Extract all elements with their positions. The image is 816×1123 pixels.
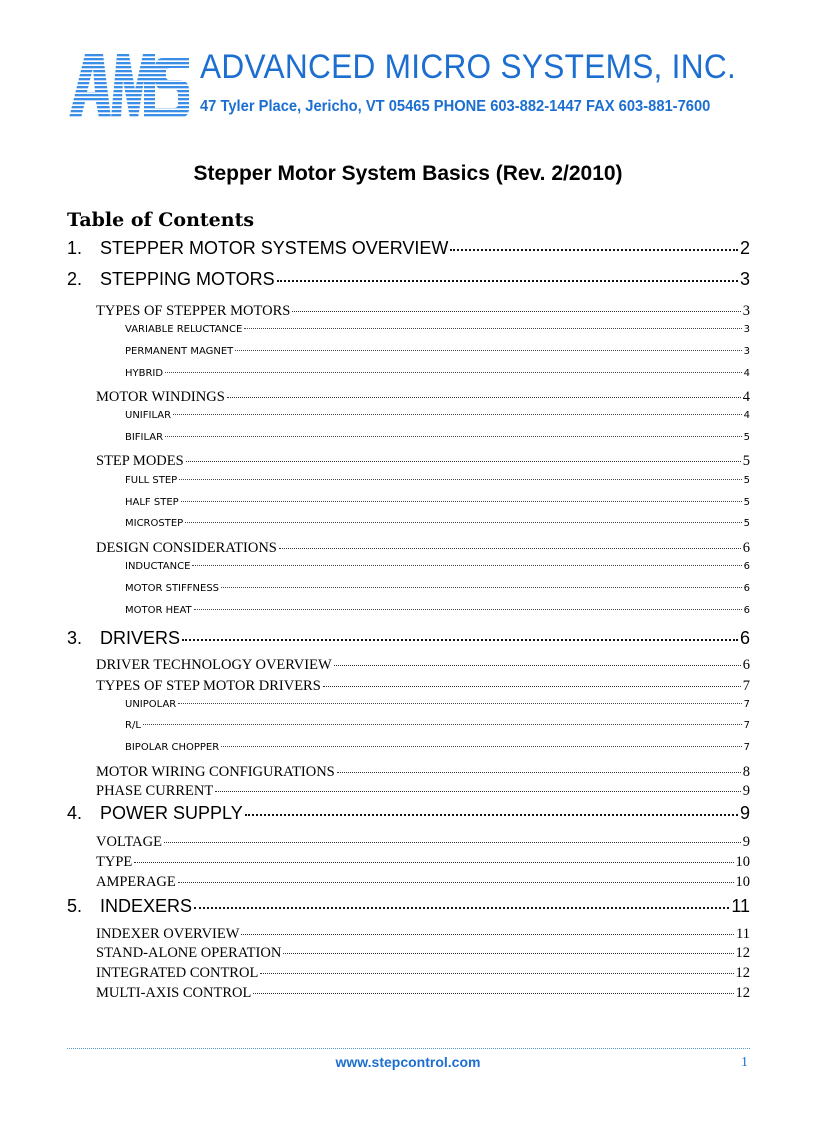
- dot-leader: [181, 501, 742, 502]
- toc-heading: Table of Contents: [67, 209, 255, 231]
- toc-entry-label: MOTOR WIRING CONFIGURATIONS: [96, 764, 335, 780]
- toc-entry-page: 5: [743, 518, 750, 529]
- toc-entry-page: 10: [735, 854, 750, 870]
- toc-entry-label: INDUCTANCE: [125, 561, 191, 572]
- toc-entry[interactable]: [125, 605, 750, 619]
- footer-divider: [67, 1048, 750, 1049]
- toc-entry-label: VARIABLE RELUCTANCE: [125, 324, 243, 335]
- toc-entry-page: 3: [743, 346, 750, 357]
- dot-leader: [215, 791, 741, 792]
- toc-entry[interactable]: [96, 453, 750, 471]
- toc-entry[interactable]: [96, 540, 750, 558]
- dot-leader: [334, 665, 741, 666]
- toc-entry-label: R/L: [125, 720, 141, 731]
- toc-entry-label: BIPOLAR CHOPPER: [125, 742, 220, 753]
- toc-entry-label: STEP MODES: [96, 453, 184, 469]
- dot-leader: [143, 724, 742, 725]
- toc-entry-page: 7: [743, 699, 750, 710]
- dot-leader: [260, 973, 733, 974]
- toc-entry[interactable]: [125, 699, 750, 713]
- toc-entry-number: 3.: [67, 628, 83, 648]
- toc-entry-page: 12: [735, 945, 750, 961]
- toc-entry[interactable]: [67, 238, 750, 262]
- toc-entry-label: DRIVER TECHNOLOGY OVERVIEW: [96, 657, 332, 673]
- toc-entry-page: 7: [743, 720, 750, 731]
- toc-entry[interactable]: [125, 410, 750, 424]
- toc-entry[interactable]: [67, 628, 750, 652]
- toc-entry[interactable]: [125, 561, 750, 575]
- toc-entry-label: MICROSTEP: [125, 518, 184, 529]
- dot-leader: [194, 609, 742, 610]
- toc-entry[interactable]: [96, 834, 750, 852]
- toc-entry-page: 2: [739, 238, 750, 258]
- toc-entry-page: 5: [743, 432, 750, 443]
- toc-entry-label: UNIFILAR: [125, 410, 172, 421]
- toc-entry-page: 11: [736, 926, 750, 942]
- toc-entry-page: 4: [742, 389, 750, 405]
- toc-entry-page: 4: [743, 410, 750, 421]
- toc-entry[interactable]: [125, 475, 750, 489]
- toc-entry-page: 6: [739, 628, 750, 648]
- toc-entry-label: PHASE CURRENT: [96, 783, 214, 799]
- toc-entry-label: MOTOR HEAT: [125, 605, 192, 616]
- dot-leader: [178, 882, 734, 883]
- footer-url[interactable]: www.stepcontrol.com: [335, 1054, 481, 1070]
- dot-leader: [186, 461, 741, 462]
- toc-entry[interactable]: [96, 764, 750, 782]
- toc-entry[interactable]: [96, 985, 750, 1003]
- toc-entry-label: MULTI-AXIS CONTROL: [96, 985, 252, 1001]
- toc-entry-page: 7: [743, 742, 750, 753]
- toc-entry-page: 11: [731, 896, 750, 916]
- toc-entry-page: 6: [743, 605, 750, 616]
- toc-entry-page: 5: [743, 497, 750, 508]
- toc-entry-page: 6: [742, 540, 750, 556]
- toc-entry[interactable]: [96, 945, 750, 963]
- toc-entry-label: BIFILAR: [125, 432, 164, 443]
- toc-entry[interactable]: [96, 854, 750, 872]
- toc-entry[interactable]: [96, 965, 750, 983]
- toc-entry[interactable]: [96, 303, 750, 321]
- toc-entry-label: PERMANENT MAGNET: [125, 346, 234, 357]
- toc-entry-page: 9: [742, 834, 750, 850]
- dot-leader: [277, 280, 738, 282]
- toc-entry[interactable]: [125, 497, 750, 511]
- dot-leader: [323, 686, 741, 687]
- toc-entry-number: 1.: [67, 238, 83, 258]
- dot-leader: [221, 746, 741, 747]
- dot-leader: [179, 479, 741, 480]
- letterhead: [67, 46, 747, 126]
- toc-entry[interactable]: [96, 678, 750, 696]
- dot-leader: [279, 548, 741, 549]
- toc-entry[interactable]: [125, 518, 750, 532]
- dot-leader: [173, 414, 742, 415]
- page-number: 1: [741, 1055, 748, 1070]
- toc-entry[interactable]: [67, 269, 750, 293]
- toc-entry-label: FULL STEP: [125, 475, 178, 486]
- toc-entry-label: STAND-ALONE OPERATION: [96, 945, 282, 961]
- toc-entry-label: AMPERAGE: [96, 874, 176, 890]
- toc-entry[interactable]: [96, 926, 750, 944]
- company-address: 47 Tyler Place, Jericho, VT 05465 PHONE 603-882-1447 FAX 603-881-7600: [200, 98, 711, 115]
- toc-entry-label: POWER SUPPLY: [100, 803, 243, 823]
- toc-entry[interactable]: [125, 346, 750, 360]
- company-logo: [67, 50, 191, 120]
- toc-entry-label: INDEXERS: [100, 896, 193, 916]
- dot-leader: [227, 397, 741, 398]
- dot-leader: [253, 993, 733, 994]
- dot-leader: [192, 565, 741, 566]
- toc-entry-page: 7: [742, 678, 750, 694]
- toc-entry[interactable]: [125, 432, 750, 446]
- toc-entry-label: STEPPER MOTOR SYSTEMS OVERVIEW: [100, 238, 449, 258]
- toc-entry-page: 10: [735, 874, 750, 890]
- dot-leader: [178, 703, 741, 704]
- toc-entry-page: 3: [742, 303, 750, 319]
- toc-entry[interactable]: [125, 583, 750, 597]
- toc-entry-label: UNIPOLAR: [125, 699, 177, 710]
- dot-leader: [182, 639, 738, 641]
- dot-leader: [165, 436, 742, 437]
- dot-leader: [450, 249, 738, 251]
- toc-entry[interactable]: [125, 324, 750, 338]
- company-name: ADVANCED MICRO SYSTEMS, INC.: [200, 48, 737, 86]
- dot-leader: [235, 350, 741, 351]
- toc-entry-page: 3: [743, 324, 750, 335]
- dot-leader: [283, 953, 733, 954]
- toc-entry[interactable]: [67, 896, 750, 920]
- dot-leader: [134, 862, 733, 863]
- toc-entry-label: INDEXER OVERVIEW: [96, 926, 240, 942]
- toc-entry[interactable]: [125, 720, 750, 734]
- toc-entry-page: 3: [739, 269, 750, 289]
- dot-leader: [194, 907, 729, 909]
- toc-entry-page: 12: [735, 965, 750, 981]
- toc-entry-page: 8: [742, 764, 750, 780]
- toc-entry-label: STEPPING MOTORS: [100, 269, 275, 289]
- toc-entry-label: TYPE: [96, 854, 133, 870]
- toc-entry-label: VOLTAGE: [96, 834, 162, 850]
- toc-entry-page: 6: [743, 561, 750, 572]
- dot-leader: [244, 328, 741, 329]
- toc-entry-page: 4: [743, 368, 750, 379]
- toc-entry-number: 2.: [67, 269, 83, 289]
- dot-leader: [337, 772, 741, 773]
- toc-entry[interactable]: [125, 742, 750, 756]
- dot-leader: [164, 842, 741, 843]
- toc-entry[interactable]: [96, 874, 750, 892]
- dot-leader: [221, 587, 742, 588]
- dot-leader: [165, 372, 742, 373]
- toc-entry-label: DRIVERS: [100, 628, 181, 648]
- toc-entry[interactable]: [96, 657, 750, 675]
- toc-entry-label: MOTOR WINDINGS: [96, 389, 225, 405]
- toc-entry-label: INTEGRATED CONTROL: [96, 965, 259, 981]
- toc-entry-number: 5.: [67, 896, 83, 916]
- toc-entry-page: 6: [743, 583, 750, 594]
- toc-entry[interactable]: [96, 389, 750, 407]
- toc-entry-label: TYPES OF STEPPER MOTORS: [96, 303, 291, 319]
- toc-entry-number: 4.: [67, 803, 83, 823]
- dot-leader: [245, 814, 738, 816]
- document-title: Stepper Motor System Basics (Rev. 2/2010): [193, 162, 623, 185]
- dot-leader: [185, 522, 741, 523]
- dot-leader: [292, 311, 740, 312]
- toc-entry-page: 9: [742, 783, 750, 799]
- toc-entry-page: 5: [742, 453, 750, 469]
- toc-entry-page: 12: [735, 985, 750, 1001]
- toc-entry[interactable]: [67, 803, 750, 827]
- toc-entry-page: 9: [739, 803, 750, 823]
- toc-entry-label: MOTOR STIFFNESS: [125, 583, 220, 594]
- toc-entry[interactable]: [96, 783, 750, 801]
- toc-entry-label: HYBRID: [125, 368, 164, 379]
- toc-entry-page: 6: [742, 657, 750, 673]
- toc-entry-label: TYPES OF STEP MOTOR DRIVERS: [96, 678, 321, 694]
- toc-entry-page: 5: [743, 475, 750, 486]
- dot-leader: [241, 934, 734, 935]
- toc-entry-label: HALF STEP: [125, 497, 179, 508]
- toc-entry[interactable]: [125, 368, 750, 382]
- toc-entry-label: DESIGN CONSIDERATIONS: [96, 540, 277, 556]
